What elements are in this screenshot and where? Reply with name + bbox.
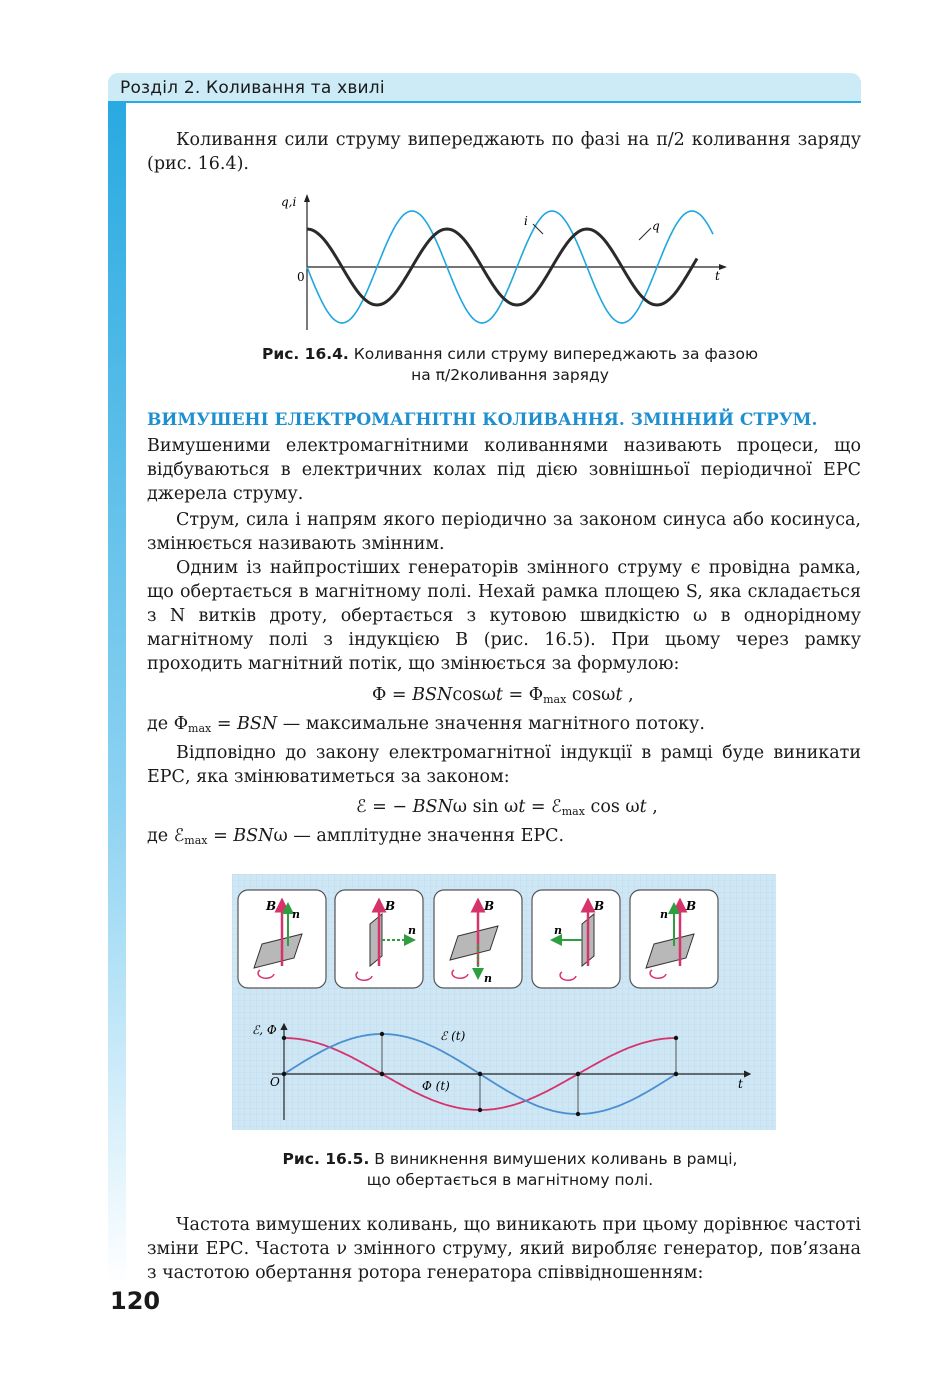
fig1-axes bbox=[304, 194, 727, 330]
caption-label: Рис. 16.4. bbox=[261, 345, 349, 363]
frame-panel-5 bbox=[630, 890, 718, 988]
frame-panel-4 bbox=[532, 890, 620, 988]
marker-dot bbox=[380, 1072, 384, 1076]
marker-dot bbox=[380, 1032, 384, 1036]
chapter-header bbox=[108, 73, 861, 103]
fig1-origin-label: 0 bbox=[297, 270, 305, 284]
figure-16-4 bbox=[275, 192, 735, 334]
marker-dot bbox=[674, 1072, 678, 1076]
caption-text: Коливання сили струму випереджають за фазою bbox=[353, 345, 758, 363]
frame-panel-2 bbox=[335, 890, 423, 988]
section-heading: ВИМУШЕНІ ЕЛЕКТРОМАГНІТНІ КОЛИВАННЯ. ЗМІННИЙ СТРУМ. bbox=[147, 410, 818, 430]
flux-curve-label: Φ (t) bbox=[422, 1079, 450, 1093]
vector-B-label: B bbox=[594, 899, 605, 913]
vector-n-label: n bbox=[292, 908, 300, 921]
emf-curve-label: ℰ (t) bbox=[440, 1029, 466, 1043]
emf-max-definition: де ℰ$_{max}$ = BSNω — амплітудне значення ЕРС. bbox=[147, 826, 565, 847]
vector-n-label: n bbox=[554, 924, 562, 937]
marker-dot bbox=[478, 1108, 482, 1112]
fig2-y-axis-label: ℰ, Φ bbox=[252, 1023, 277, 1037]
paragraph-frequency: Частота вимушених коливань, що виникають при цьому дорівнює частоті зміни ЕРС. Частота ν змінного струму, який виробляє генератор, пов’язана з частотою обертання ротора генератора співвідношенням: bbox=[147, 1215, 861, 1283]
curve-q-label: q bbox=[652, 219, 660, 233]
paragraph-generator: Одним із найпростіших генераторів змінного струму є провідна рамка, що обертається в магнітному полі. Нехай рамка площею S, яка складається з N витків дроту, обертається з кутовою швидкістю ω в однорідному магнітному полі з індукцією B (рис. 16.5). При цьому через рамку проходить магнітний потік, що змінюється за формулою: bbox=[147, 558, 861, 674]
caption-text-line2: на π/2коливання заряду bbox=[411, 366, 609, 384]
paragraph-definition: Вимушеними електромагнітними коливаннями називають процеси, що відбуваються в електричних колах під дією зовнішньої періодичної ЕРС джерела струму. bbox=[147, 436, 861, 504]
marker-dot bbox=[282, 1072, 286, 1076]
vector-B-label: B bbox=[686, 899, 697, 913]
frame-panel-1 bbox=[238, 890, 326, 988]
figure-16-5-caption bbox=[180, 1149, 840, 1191]
intro-paragraph: Коливання сили струму випереджають по фазі на π/2 коливання заряду (рис. 16.4). bbox=[147, 130, 861, 174]
flux-max-definition: де $\Phi_{max}$ = BSN — максимальне значення магнітного потоку. bbox=[147, 714, 705, 735]
q-leader-line bbox=[639, 228, 651, 240]
marker-dot bbox=[282, 1036, 286, 1040]
fig2-origin-label: O bbox=[270, 1075, 280, 1089]
marker-dot bbox=[674, 1036, 678, 1040]
side-accent-bar bbox=[108, 103, 126, 1285]
marker-dot bbox=[576, 1112, 580, 1116]
caption-text: В виникнення вимушених коливань в рамці, bbox=[374, 1150, 738, 1168]
page-number: 120 bbox=[110, 1287, 161, 1315]
vector-n-label: n bbox=[408, 924, 416, 937]
fig1-y-axis-label: q,i bbox=[281, 195, 297, 209]
formula-emf: ℰ = − BSNω sin ωt = ℰ$_{max}$ cos ωt , bbox=[356, 797, 658, 818]
vector-n-label: n bbox=[660, 908, 668, 921]
paragraph-emf-law: Відповідно до закону електромагнітної індукції в рамці буде виникати ЕРС, яка змінюватиметься за законом: bbox=[147, 743, 861, 787]
frame-panel-3 bbox=[434, 890, 522, 988]
fig2-x-axis-label: t bbox=[738, 1077, 743, 1091]
marker-dot bbox=[478, 1072, 482, 1076]
figure-16-5 bbox=[232, 874, 776, 1130]
vector-B-label: B bbox=[385, 899, 396, 913]
curve-i-label: i bbox=[524, 214, 528, 228]
paragraph-alternating-current: Струм, сила і напрям якого періодично за законом синуса або косинуса, змінюється називають змінним. bbox=[147, 510, 861, 554]
vector-B-label: B bbox=[266, 899, 277, 913]
vector-B-label: B bbox=[484, 899, 495, 913]
fig1-x-axis-label: t bbox=[715, 269, 720, 283]
formula-flux: $\Phi = BSNcos\omega t = \Phi_{max}$ cosωt , bbox=[372, 685, 634, 706]
caption-label: Рис. 16.5. bbox=[282, 1150, 370, 1168]
marker-dot bbox=[576, 1072, 580, 1076]
header-divider bbox=[108, 101, 861, 103]
chapter-title: Розділ 2. Коливання та хвилі bbox=[120, 78, 385, 98]
figure-16-4-caption bbox=[180, 344, 840, 386]
vector-n-label: n bbox=[484, 972, 492, 985]
caption-text-line2: що обертається в магнітному полі. bbox=[366, 1171, 654, 1189]
